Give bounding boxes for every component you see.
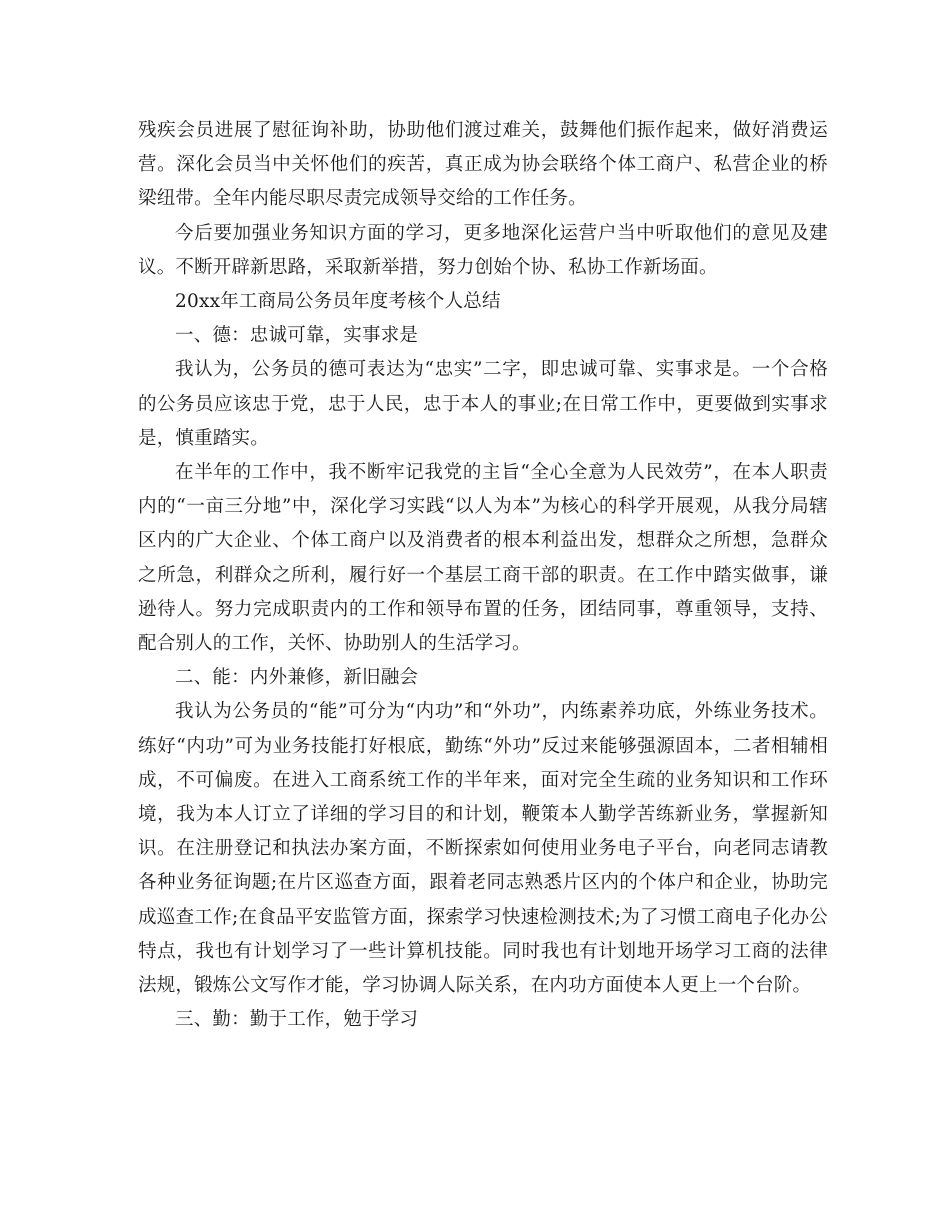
- paragraph-2: 今后要加强业务知识方面的学习，更多地深化运营户当中听取他们的意见及建议。不断开辟新思路，采取新举措，努力创始个协、私协工作新场面。: [138, 222, 828, 278]
- heading-neng: 二、能：内外兼修，新旧融会: [175, 667, 419, 689]
- heading-de: 一、德：忠诚可靠，实事求是: [175, 325, 419, 347]
- paragraph-de-1: 我认为，公务员的德可表达为“忠实”二字，即忠诚可靠、实事求是。一个合格的公务员应该忠于党，忠于人民，忠于本人的事业;在日常工作中，更要做到实事求是，慎重踏实。: [138, 359, 828, 449]
- section-title: 20xx年工商局公务员年度考核个人总结: [175, 291, 501, 313]
- paragraph-1: 残疾会员进展了慰征询补助，协助他们渡过难关，鼓舞他们振作起来，做好消费运营。深化会员当中关怀他们的疾苦，真正成为协会联络个体工商户、私营企业的桥梁纽带。全年内能尽职尽责完成领导交给的工作任务。: [138, 120, 828, 210]
- paragraph-neng: 我认为公务员的“能”可分为“内功”和“外功”，内练素养功底，外练业务技术。练好“内功”可为业务技能打好根底，勤练“外功”反过来能够强源固本，二者相辅相成，不可偏废。在进入工商系统工作的半年来，面对完全生疏的业务知识和工作环境，我为本人订立了详细的学习目的和计划，鞭策本人勤学苦练新业务，掌握新知识。在注册登记和执法办案方面，不断探索如何使用业务电子平台，向老同志请教各种业务征询题;在片区巡查方面，跟着老同志熟悉片区内的个体户和企业，协助完成巡查工作;在食品平安监管方面，探索学习快速检测技术;为了习惯工商电子化办公特点，我也有计划学习了一些计算机技能。同时我也有计划地开场学习工商的法律法规，锻炼公文写作才能，学习协调人际关系，在内功方面使本人更上一个台阶。: [138, 701, 828, 997]
- document-body: [138, 114, 828, 1037]
- heading-qin: 三、勤：勤于工作，勉于学习: [175, 1009, 419, 1031]
- paragraph-de-2: 在半年的工作中，我不断牢记我党的主旨“全心全意为人民效劳”，在本人职责内的“一亩三分地”中，深化学习实践“以人为本”为核心的科学开展观，从我分局辖区内的广大企业、个体工商户以及消费者的根本利益出发，想群众之所想，急群众之所急，利群众之所利，履行好一个基层工商干部的职责。在工作中踏实做事，谦逊待人。努力完成职责内的工作和领导布置的任务，团结同事，尊重领导，支持、配合别人的工作，关怀、协助别人的生活学习。: [138, 462, 828, 655]
